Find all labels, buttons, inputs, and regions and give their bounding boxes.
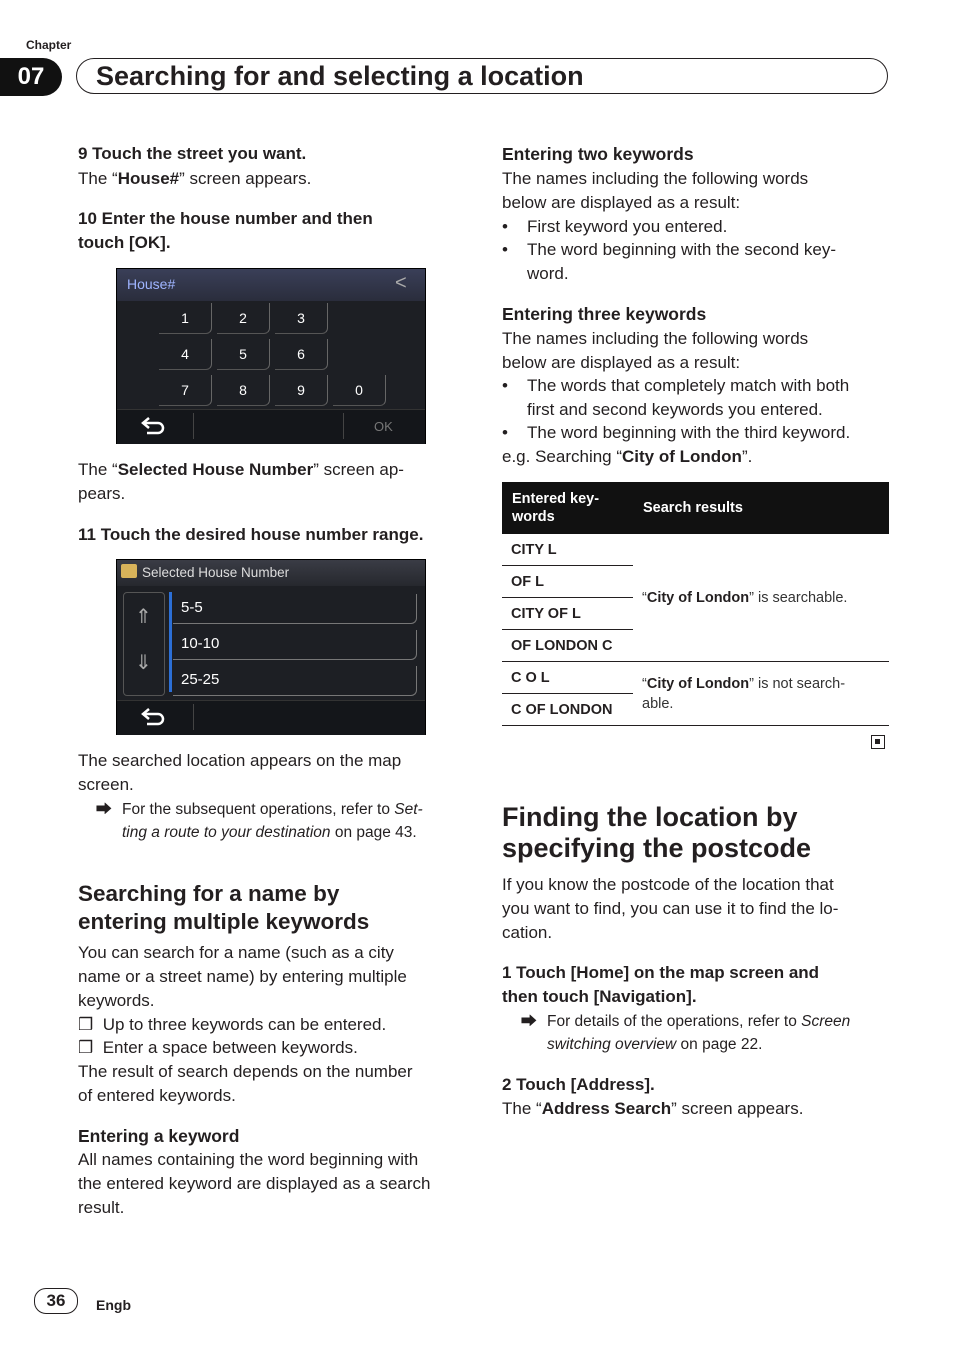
- example-text: e.g. Searching “City of London”.: [502, 447, 753, 466]
- table-header-keywords: Entered key- words: [502, 482, 633, 534]
- step-9-title: 9 Touch the street you want.: [78, 144, 307, 163]
- back-chevron-icon[interactable]: <: [395, 272, 407, 294]
- bullet-item: First keyword you entered.: [527, 217, 728, 236]
- three-keywords-text: The names including the following words below are displayed as a result:: [502, 329, 809, 372]
- ok-button[interactable]: OK: [374, 419, 393, 434]
- scroll-up-icon[interactable]: ⇑: [135, 606, 152, 628]
- section-heading-postcode: Finding the location by specifying the postcode: [502, 802, 812, 863]
- divider: [193, 413, 194, 439]
- step-11-title: 11 Touch the desired house number range.: [78, 525, 424, 544]
- result-depends-text: The result of search depends on the number of entered keywords.: [78, 1062, 413, 1105]
- divider: [193, 704, 194, 730]
- house-range-row[interactable]: 25-25: [173, 666, 417, 696]
- key-5[interactable]: 5: [217, 339, 270, 370]
- subheading-one-keyword: Entering a keyword: [78, 1126, 240, 1146]
- scroll-down-icon[interactable]: ⇓: [135, 652, 152, 674]
- two-keywords-text: The names including the following words below are displayed as a result:: [502, 169, 809, 212]
- map-screen-text: The searched location appears on the map screen.: [78, 751, 402, 794]
- key-6[interactable]: 6: [275, 339, 328, 370]
- page-number: 36: [34, 1288, 78, 1314]
- divider: [343, 413, 344, 439]
- section-end-icon: [871, 735, 885, 749]
- folder-icon: [121, 564, 137, 578]
- chapter-number: 07: [0, 58, 62, 96]
- return-arrow-icon[interactable]: [141, 706, 167, 728]
- step-9-text: The “House#” screen appears.: [78, 169, 312, 188]
- house-range-row[interactable]: 5-5: [173, 594, 417, 624]
- table-cell-keyword: C OF LONDON: [502, 694, 633, 726]
- table-header-row: [502, 482, 889, 534]
- note-arrow-icon: ⮕: [521, 1013, 537, 1030]
- bullet-dot: •: [502, 217, 508, 236]
- step-2-title: 2 Touch [Address].: [502, 1075, 655, 1094]
- check-item: ❒ Enter a space between keywords.: [78, 1038, 358, 1057]
- scrollbar[interactable]: [169, 592, 172, 692]
- checkbox-icon: ❒: [78, 1038, 94, 1057]
- check-item: ❒ Up to three keywords can be entered.: [78, 1015, 387, 1034]
- table-row: [502, 662, 889, 694]
- table-cell-result: “City of London” is searchable.: [633, 534, 889, 662]
- table-cell-keyword: C O L: [502, 662, 633, 694]
- step-10-title: 10 Enter the house number and then touch [OK].: [78, 209, 373, 252]
- note-arrow-icon: ⮕: [96, 801, 112, 818]
- table-cell-keyword: CITY L: [502, 534, 633, 566]
- table-cell-keyword: OF LONDON C: [502, 630, 633, 662]
- bullet-item: The word beginning with the second key- word.: [527, 240, 837, 283]
- one-keyword-text: All names containing the word beginning with the entered keyword are displayed as a search result.: [78, 1150, 431, 1217]
- note-subsequent-ops: ⮕ For the subsequent operations, refer to Set- ting a route to your destination on page 43.: [96, 798, 466, 844]
- step-2-text: The “Address Search” screen appears.: [502, 1099, 804, 1118]
- keyword-examples-table: [502, 482, 889, 726]
- bullet-dot: •: [502, 240, 508, 259]
- subheading-three-keywords: Entering three keywords: [502, 304, 707, 324]
- screen-title: House#: [127, 276, 176, 292]
- language-code: Engb: [96, 1297, 131, 1313]
- key-9[interactable]: 9: [275, 375, 328, 406]
- step-1-title: 1 Touch [Home] on the map screen and then touch [Navigation].: [502, 963, 820, 1006]
- section-heading-multiple-keywords: Searching for a name by entering multiple keywords: [78, 881, 370, 934]
- table-cell-keyword: OF L: [502, 566, 633, 598]
- bullet-dot: •: [502, 423, 508, 442]
- key-1[interactable]: 1: [159, 303, 212, 334]
- key-8[interactable]: 8: [217, 375, 270, 406]
- bullet-item: The word beginning with the third keyword.: [527, 423, 851, 442]
- table-cell-keyword: CITY OF L: [502, 598, 633, 630]
- return-arrow-icon[interactable]: [141, 415, 167, 437]
- key-0[interactable]: 0: [333, 375, 386, 406]
- chapter-title: Searching for and selecting a location: [96, 61, 584, 91]
- key-3[interactable]: 3: [275, 303, 328, 334]
- house-number-screen: [116, 268, 426, 444]
- key-2[interactable]: 2: [217, 303, 270, 334]
- key-4[interactable]: 4: [159, 339, 212, 370]
- bullet-dot: •: [502, 376, 508, 395]
- note-details: ⮕ For details of the operations, refer to Screen switching overview on page 22.: [521, 1010, 889, 1056]
- key-7[interactable]: 7: [159, 375, 212, 406]
- postcode-intro: If you know the postcode of the location that you want to find, you can use it to find the lo- cation.: [502, 875, 839, 942]
- table-row: [502, 534, 889, 566]
- chapter-label: Chapter: [26, 38, 72, 52]
- table-header-results: Search results: [633, 482, 889, 534]
- bullet-item: The words that completely match with both first and second keywords you entered.: [527, 376, 850, 419]
- checkbox-icon: ❒: [78, 1015, 94, 1034]
- table-cell-result: “City of London” is not search- able.: [633, 662, 889, 726]
- multiple-keywords-intro: You can search for a name (such as a city name or a street name) by entering multiple keywords.: [78, 943, 407, 1010]
- selected-house-number-screen: [116, 559, 426, 735]
- after-house-text: The “Selected House Number” screen ap- pears.: [78, 460, 404, 503]
- screen-title: Selected House Number: [142, 565, 290, 580]
- subheading-two-keywords: Entering two keywords: [502, 144, 694, 164]
- house-range-row[interactable]: 10-10: [173, 630, 417, 660]
